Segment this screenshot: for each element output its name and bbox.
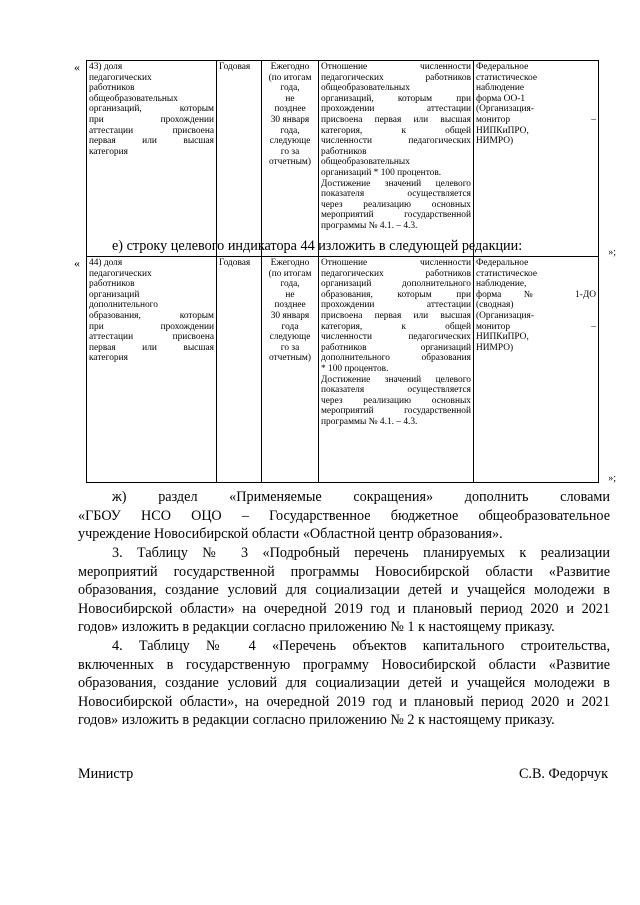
text-line: Ежегодно: [270, 258, 310, 268]
text-line: 30 января: [270, 310, 310, 321]
text-line: присвоена первая или высшая: [321, 310, 471, 321]
text-line: (Организация-: [476, 104, 534, 115]
text-line: не: [285, 289, 295, 300]
indicator-row-44-block: [74, 256, 616, 484]
text-line: категория: [89, 353, 128, 364]
text-line: категория, к общей: [321, 321, 471, 332]
text-line: первая или высшая: [89, 136, 214, 147]
text-line: позднее: [274, 104, 306, 115]
text-line: Достижение значений целевого: [321, 178, 471, 189]
text-line: наблюдение: [476, 83, 525, 94]
text-line: отчетным): [268, 353, 311, 364]
timing-cell: [262, 61, 319, 257]
text-line: организаций, которым при: [321, 93, 471, 104]
point-4-paragraph: [78, 637, 610, 730]
text-line: НИМРО): [476, 342, 514, 353]
text-line: * 100 процентов.: [321, 363, 389, 374]
calculation-method-cell: [319, 257, 474, 483]
text-line: Федеральное: [476, 258, 529, 268]
text-line: Новосибирской области» на очередной 2019 год и плановый период 2020 и 2021: [78, 600, 610, 617]
text-line: работников: [89, 83, 135, 94]
period-cell: Годовая: [217, 61, 262, 257]
text-line: форма ОО-1: [476, 93, 526, 104]
signature-position: Министр: [78, 766, 134, 782]
text-line: ж) раздел «Применяемые сокращения» дополнить словами: [112, 489, 610, 505]
text-line: форма № 1-ДО: [476, 289, 596, 300]
text-line: педагогических: [89, 268, 152, 279]
text-line: через реализацию основных: [321, 199, 471, 210]
item-zh-paragraph: [78, 488, 610, 544]
text-line: 43) доля: [89, 62, 123, 72]
text-line: следующе: [269, 332, 311, 343]
text-line: прохождении аттестации: [321, 300, 471, 311]
text-line: общеобразовательных: [321, 157, 410, 168]
text-line: статистическое: [476, 268, 537, 279]
point-3-paragraph: [78, 544, 610, 637]
indicator-table-row-44: [86, 256, 599, 483]
text-line: организаций: [89, 289, 140, 300]
item-e-paragraph: [112, 237, 612, 256]
calculation-method-cell: [319, 61, 474, 257]
text-line: следующе: [269, 136, 311, 147]
timing-cell: [262, 257, 319, 483]
text-line: года,: [280, 125, 300, 136]
text-line: 44) доля: [89, 258, 123, 268]
text-line: педагогических работников: [321, 268, 471, 279]
text-line: Достижение значений целевого: [321, 374, 471, 385]
text-line: 30 января: [270, 114, 310, 125]
text-line: образования, создание условий для социализации детей и учащейся молодежи в: [78, 582, 610, 599]
text-line: 3. Таблицу № 3 «Подробный перечень планируемых к реализации: [112, 545, 610, 561]
text-line: (по итогам: [268, 268, 312, 279]
text-line: показателя осуществляется: [321, 385, 471, 396]
text-line: мероприятий государственной: [321, 210, 471, 221]
text-line: не: [285, 93, 295, 104]
text-line: монитор –: [476, 321, 596, 332]
indicator-row-43-block: [74, 60, 616, 258]
text-line: го за: [280, 146, 300, 157]
text-line: (по итогам: [268, 72, 312, 83]
text-line: дополнительного образования: [321, 353, 471, 364]
text-line: 4. Таблицу № 4 «Перечень объектов капитального строительства,: [112, 638, 610, 654]
text-line: года: [281, 321, 299, 332]
text-line: прохождении аттестации: [321, 104, 471, 115]
text-line: образования, создание условий для социализации детей и учащейся молодежи в: [78, 675, 610, 692]
text-line: е) строку целевого индикатора 44 изложить в следующей редакции:: [112, 238, 523, 254]
text-line: организаций, которым: [89, 104, 214, 115]
text-line: го за: [280, 342, 300, 353]
text-line: монитор –: [476, 114, 596, 125]
text-line: Отношение численности: [321, 62, 471, 72]
text-line: общеобразовательных: [321, 83, 410, 94]
text-line: включенных в государственную программу Новосибирской области «Развитие: [78, 656, 610, 673]
text-line: мероприятий государственной программы Новосибирской области «Развитие: [78, 563, 610, 580]
opening-quote: «: [74, 60, 80, 74]
text-line: организаций * 100 процентов.: [321, 167, 442, 178]
text-line: численности педагогических: [321, 136, 471, 147]
text-line: показателя осуществляется: [321, 189, 471, 200]
opening-quote: «: [74, 256, 80, 270]
text-line: аттестации присвоена: [89, 332, 214, 343]
text-line: отчетным): [268, 157, 311, 168]
closing-quote: »;: [608, 247, 616, 258]
text-line: НИПКиПРО,: [476, 332, 529, 343]
text-line: статистическое: [476, 72, 537, 83]
indicator-name-cell: [87, 61, 217, 257]
text-line: НИПКиПРО,: [476, 125, 529, 136]
text-line: организаций дополнительного: [321, 279, 471, 290]
text-line: присвоена первая или высшая: [321, 114, 471, 125]
text-line: Новосибирской области», на очередной 2019 год и плановый период 2020 и 2021: [78, 693, 610, 710]
text-line: (Организация-: [476, 310, 534, 321]
text-line: (сводная): [476, 300, 514, 311]
text-line: категория: [89, 146, 128, 157]
text-line: Ежегодно: [270, 62, 310, 72]
text-line: мероприятий государственной: [321, 406, 471, 417]
text-line: годов» изложить в редакции согласно приложению № 2 к настоящему приказу.: [78, 712, 555, 729]
text-line: Отношение численности: [321, 258, 471, 268]
text-line: годов» изложить в редакции согласно приложению № 1 к настоящему приказу.: [78, 619, 555, 636]
text-line: года,: [280, 279, 300, 290]
text-line: учреждение Новосибирской области «Областной центр образования».: [78, 526, 503, 543]
text-line: аттестации присвоена: [89, 125, 214, 136]
text-line: работников: [321, 146, 367, 157]
text-line: через реализацию основных: [321, 395, 471, 406]
text-line: программы № 4.1. – 4.3.: [321, 416, 418, 427]
text-line: НИМРО): [476, 136, 514, 147]
data-source-cell: [474, 257, 599, 483]
data-source-cell: [474, 61, 599, 257]
text-line: работников организаций: [321, 342, 471, 353]
text-line: образования, которым при: [321, 289, 471, 300]
period-cell: Годовая: [217, 257, 262, 483]
text-line: наблюдение,: [476, 279, 527, 290]
text-line: категория, к общей: [321, 125, 471, 136]
text-line: «ГБОУ НСО ОЦО – Государственное бюджетное общеобразовательное: [78, 507, 610, 524]
indicator-name-cell: [87, 257, 217, 483]
text-line: при прохождении: [89, 321, 214, 332]
text-line: первая или высшая: [89, 342, 214, 353]
text-line: позднее: [274, 300, 306, 311]
text-line: общеобразовательных: [89, 93, 178, 104]
closing-quote: »;: [608, 473, 616, 484]
indicator-table-row-43: [86, 60, 599, 257]
text-line: педагогических: [89, 72, 152, 83]
text-line: работников: [89, 279, 135, 290]
signature-name: С.В. Федорчук: [518, 766, 608, 782]
text-line: Федеральное: [476, 62, 529, 72]
text-line: при прохождении: [89, 114, 214, 125]
text-line: численности педагогических: [321, 332, 471, 343]
text-line: года,: [280, 83, 300, 94]
text-line: педагогических работников: [321, 72, 471, 83]
text-line: дополнительного: [89, 300, 158, 311]
text-line: образования, которым: [89, 310, 214, 321]
text-line: программы № 4.1. – 4.3.: [321, 220, 418, 231]
